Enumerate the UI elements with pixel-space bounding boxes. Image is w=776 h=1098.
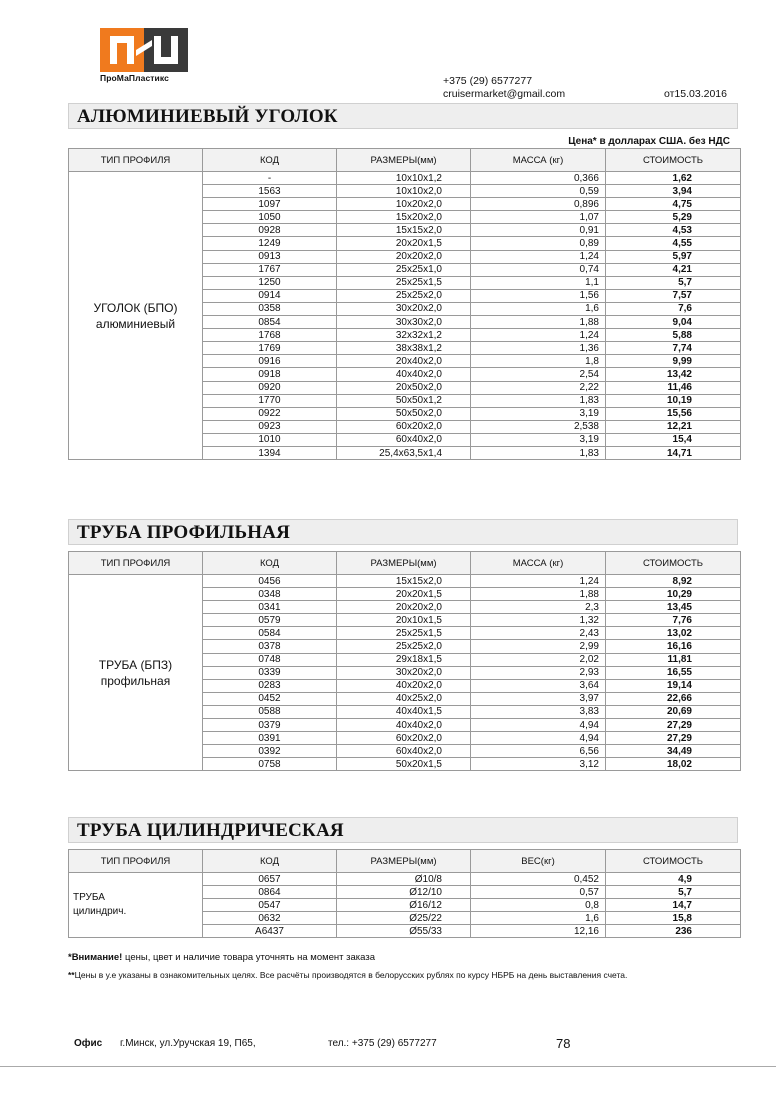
cost-cell: 10,29 [606,588,741,601]
header-phone: +375 (29) 6577277 [443,75,533,87]
mass-cell: 2,22 [471,381,606,394]
mass-cell: 0,57 [471,886,606,899]
mass-cell: 3,19 [471,433,606,446]
code-cell: 1767 [203,263,337,276]
code-cell: 0864 [203,886,337,899]
col-header-code: КОД [203,552,337,575]
cost-cell: 16,16 [606,640,741,653]
attention-label: *Внимание! [68,952,123,963]
code-cell: 1010 [203,433,337,446]
size-cell: Ø25/22 [337,912,471,925]
section-title-bar [68,817,738,843]
cost-cell: 4,55 [606,237,741,250]
cost-cell: 27,29 [606,732,741,745]
size-cell: 60x40x2,0 [337,433,471,446]
code-cell: 1769 [203,342,337,355]
size-cell: 10x20x2,0 [337,198,471,211]
size-cell: 20x20x2,0 [337,250,471,263]
size-cell: 30x20x2,0 [337,666,471,679]
profile-type-subtitle: профильная [100,673,171,688]
mass-cell: 1,24 [471,329,606,342]
mass-cell: 0,74 [471,263,606,276]
mass-cell: 1,1 [471,276,606,289]
code-cell: 0547 [203,899,337,912]
mass-cell: 6,56 [471,745,606,758]
cost-cell: 4,53 [606,224,741,237]
mass-cell: 1,32 [471,614,606,627]
mass-cell: 1,6 [471,302,606,315]
cost-cell: 22,66 [606,692,741,705]
code-cell: 0452 [203,692,337,705]
footer-address: г.Минск, ул.Уручская 19, П65, [120,1038,256,1049]
cost-cell: 13,45 [606,601,741,614]
size-cell: 60x20x2,0 [337,732,471,745]
mass-cell: 1,83 [471,446,606,459]
mass-cell: 4,94 [471,719,606,732]
mass-cell: 0,8 [471,899,606,912]
code-cell: 0657 [203,873,337,886]
col-header-code: КОД [203,149,337,172]
size-cell: 20x10x1,5 [337,614,471,627]
code-cell: 0748 [203,653,337,666]
size-cell: 25x25x2,0 [337,289,471,302]
table-row [69,575,741,588]
size-cell: Ø10/8 [337,873,471,886]
mass-cell: 1,36 [471,342,606,355]
mass-cell: 0,452 [471,873,606,886]
code-cell: 0913 [203,250,337,263]
code-cell: 0854 [203,316,337,329]
mass-cell: 0,89 [471,237,606,250]
size-cell: Ø12/10 [337,886,471,899]
col-header-type: ТИП ПРОФИЛЯ [69,149,203,172]
mass-cell: 3,97 [471,692,606,705]
size-cell: 40x20x2,0 [337,679,471,692]
disclaimer-text: Цены в у.е указаны в ознакомительных целях. Все расчёты производятся в белорусских рублях по курсу НБРБ на день выставления счета. [74,970,628,980]
cost-cell: 18,02 [606,758,741,771]
mass-cell: 1,88 [471,316,606,329]
cost-cell: 13,02 [606,627,741,640]
size-cell: 20x20x1,5 [337,237,471,250]
code-cell: 0918 [203,368,337,381]
cost-cell: 5,7 [606,276,741,289]
mass-cell: 0,59 [471,185,606,198]
col-header-mass: МАССА (кг) [471,149,606,172]
table-body [69,873,741,938]
size-cell: 40x40x2,0 [337,719,471,732]
cost-cell: 19,14 [606,679,741,692]
company-name: ПроМаПластикс [100,73,169,83]
angle-table [68,148,741,460]
table-header-row [69,149,741,172]
cost-cell: 7,76 [606,614,741,627]
mass-cell: 2,3 [471,601,606,614]
code-cell: 0358 [203,302,337,315]
footer-divider [0,1066,776,1067]
disclaimer-stars: ** [68,970,75,980]
disclaimer-note [68,970,627,980]
mass-cell: 4,94 [471,732,606,745]
size-cell: 15x15x2,0 [337,224,471,237]
section-title: ТРУБА ПРОФИЛЬНАЯ [77,522,291,543]
code-cell: 0341 [203,601,337,614]
size-cell: 50x20x1,5 [337,758,471,771]
cost-cell: 7,6 [606,302,741,315]
mass-cell: 3,12 [471,758,606,771]
size-cell: 32x32x1,2 [337,329,471,342]
col-header-mass: МАССА (кг) [471,552,606,575]
size-cell: 50x50x1,2 [337,394,471,407]
col-header-mass: ВЕС(кг) [471,850,606,873]
profile-type-subtitle: цилиндрич. [73,906,127,918]
mass-cell: 1,8 [471,355,606,368]
size-cell: 25x25x2,0 [337,640,471,653]
size-cell: 15x15x2,0 [337,575,471,588]
cost-cell: 15,4 [606,433,741,446]
company-logo [100,28,188,72]
col-header-size: РАЗМЕРЫ(мм) [337,552,471,575]
cost-cell: 4,9 [606,873,741,886]
cost-cell: 27,29 [606,719,741,732]
col-header-code: КОД [203,850,337,873]
mass-cell: 0,91 [471,224,606,237]
size-cell: 30x30x2,0 [337,316,471,329]
cost-cell: 8,92 [606,575,741,588]
cost-cell: 10,19 [606,394,741,407]
mass-cell: 3,64 [471,679,606,692]
profile-pipe-table [68,551,741,771]
table-header-row [69,552,741,575]
code-cell: 1768 [203,329,337,342]
mass-cell: 1,56 [471,289,606,302]
cost-cell: 5,88 [606,329,741,342]
cost-cell: 1,62 [606,172,741,185]
code-cell: 1050 [203,211,337,224]
code-cell: - [203,172,337,185]
size-cell: 25,4x63,5x1,4 [337,446,471,459]
code-cell: 0588 [203,705,337,718]
cost-cell: 11,81 [606,653,741,666]
code-cell: 1097 [203,198,337,211]
footer-phone: тел.: +375 (29) 6577277 [328,1038,437,1049]
size-cell: 60x20x2,0 [337,420,471,433]
code-cell: 0632 [203,912,337,925]
size-cell: 25x25x1,0 [337,263,471,276]
code-cell: 0379 [203,719,337,732]
code-cell: 0579 [203,614,337,627]
mass-cell: 3,83 [471,705,606,718]
section-title-bar [68,519,738,545]
cost-cell: 14,7 [606,899,741,912]
price-note: Цена* в долларах США. без НДС [568,136,730,147]
code-cell: 0916 [203,355,337,368]
table-row [69,873,741,886]
cost-cell: 15,8 [606,912,741,925]
round-pipe-table [68,849,741,938]
code-cell: 1394 [203,446,337,459]
size-cell: 40x40x1,5 [337,705,471,718]
mass-cell: 0,896 [471,198,606,211]
cost-cell: 5,29 [606,211,741,224]
code-cell: 0348 [203,588,337,601]
mass-cell: 1,07 [471,211,606,224]
size-cell: Ø55/33 [337,925,471,938]
cost-cell: 16,55 [606,666,741,679]
code-cell: 0922 [203,407,337,420]
size-cell: 38x38x1,2 [337,342,471,355]
size-cell: 10x10x1,2 [337,172,471,185]
table-row [69,172,741,185]
code-cell: 0923 [203,420,337,433]
size-cell: 30x20x2,0 [337,302,471,315]
col-header-type: ТИП ПРОФИЛЯ [69,850,203,873]
mass-cell: 1,24 [471,250,606,263]
cost-cell: 4,21 [606,263,741,276]
size-cell: 20x20x1,5 [337,588,471,601]
code-cell: 0584 [203,627,337,640]
profile-type-subtitle: алюминиевый [95,316,176,331]
code-cell: 1249 [203,237,337,250]
code-cell: 1563 [203,185,337,198]
profile-type-name: ТРУБА (БПЗ) [98,657,173,672]
code-cell: 0914 [203,289,337,302]
cost-cell: 9,04 [606,316,741,329]
code-cell: A6437 [203,925,337,938]
cost-cell: 11,46 [606,381,741,394]
size-cell: 50x50x2,0 [337,407,471,420]
cost-cell: 3,94 [606,185,741,198]
size-cell: 25x25x1,5 [337,627,471,640]
col-header-size: РАЗМЕРЫ(мм) [337,149,471,172]
code-cell: 1250 [203,276,337,289]
code-cell: 0758 [203,758,337,771]
cost-cell: 5,97 [606,250,741,263]
profile-type-cell [69,172,203,460]
mass-cell: 1,24 [471,575,606,588]
cost-cell: 34,49 [606,745,741,758]
mass-cell: 2,93 [471,666,606,679]
mass-cell: 2,538 [471,420,606,433]
code-cell: 0339 [203,666,337,679]
table-body [69,172,741,460]
code-cell: 0920 [203,381,337,394]
header-date: от15.03.2016 [664,88,727,100]
mass-cell: 2,54 [471,368,606,381]
cost-cell: 7,74 [606,342,741,355]
mass-cell: 3,19 [471,407,606,420]
profile-type-name: УГОЛОК (БПО) [93,300,178,315]
page-number: 78 [556,1036,571,1051]
size-cell: 20x50x2,0 [337,381,471,394]
attention-text: цены, цвет и наличие товара уточнять на момент заказа [122,952,375,963]
footer-office-label: Офис [74,1038,103,1049]
cost-cell: 12,21 [606,420,741,433]
profile-type-cell [69,873,203,938]
size-cell: 20x40x2,0 [337,355,471,368]
section-title: ТРУБА ЦИЛИНДРИЧЕСКАЯ [77,820,344,841]
profile-type-cell [69,575,203,771]
col-header-cost: СТОИМОСТЬ [606,149,741,172]
cost-cell: 5,7 [606,886,741,899]
cost-cell: 4,75 [606,198,741,211]
mass-cell: 1,88 [471,588,606,601]
cost-cell: 9,99 [606,355,741,368]
cost-cell: 236 [606,925,741,938]
size-cell: Ø16/12 [337,899,471,912]
mass-cell: 0,366 [471,172,606,185]
cost-cell: 7,57 [606,289,741,302]
col-header-cost: СТОИМОСТЬ [606,850,741,873]
mass-cell: 12,16 [471,925,606,938]
mass-cell: 2,99 [471,640,606,653]
code-cell: 0283 [203,679,337,692]
mass-cell: 2,43 [471,627,606,640]
code-cell: 0392 [203,745,337,758]
header-email: cruisermarket@gmail.com [443,88,566,100]
col-header-size: РАЗМЕРЫ(мм) [337,850,471,873]
section-title-bar [68,103,738,129]
code-cell: 0391 [203,732,337,745]
size-cell: 60x40x2,0 [337,745,471,758]
cost-cell: 13,42 [606,368,741,381]
col-header-cost: СТОИМОСТЬ [606,552,741,575]
mass-cell: 1,83 [471,394,606,407]
size-cell: 40x40x2,0 [337,368,471,381]
code-cell: 0928 [203,224,337,237]
size-cell: 15x20x2,0 [337,211,471,224]
size-cell: 20x20x2,0 [337,601,471,614]
code-cell: 1770 [203,394,337,407]
attention-note [68,952,375,963]
cost-cell: 20,69 [606,705,741,718]
size-cell: 40x25x2,0 [337,692,471,705]
mass-cell: 2,02 [471,653,606,666]
profile-type-name: ТРУБА [73,892,105,904]
code-cell: 0456 [203,575,337,588]
section-title: АЛЮМИНИЕВЫЙ УГОЛОК [77,106,338,127]
size-cell: 10x10x2,0 [337,185,471,198]
table-header-row [69,850,741,873]
size-cell: 29x18x1,5 [337,653,471,666]
col-header-type: ТИП ПРОФИЛЯ [69,552,203,575]
code-cell: 0378 [203,640,337,653]
size-cell: 25x25x1,5 [337,276,471,289]
cost-cell: 14,71 [606,446,741,459]
table-body [69,575,741,771]
cost-cell: 15,56 [606,407,741,420]
mass-cell: 1,6 [471,912,606,925]
